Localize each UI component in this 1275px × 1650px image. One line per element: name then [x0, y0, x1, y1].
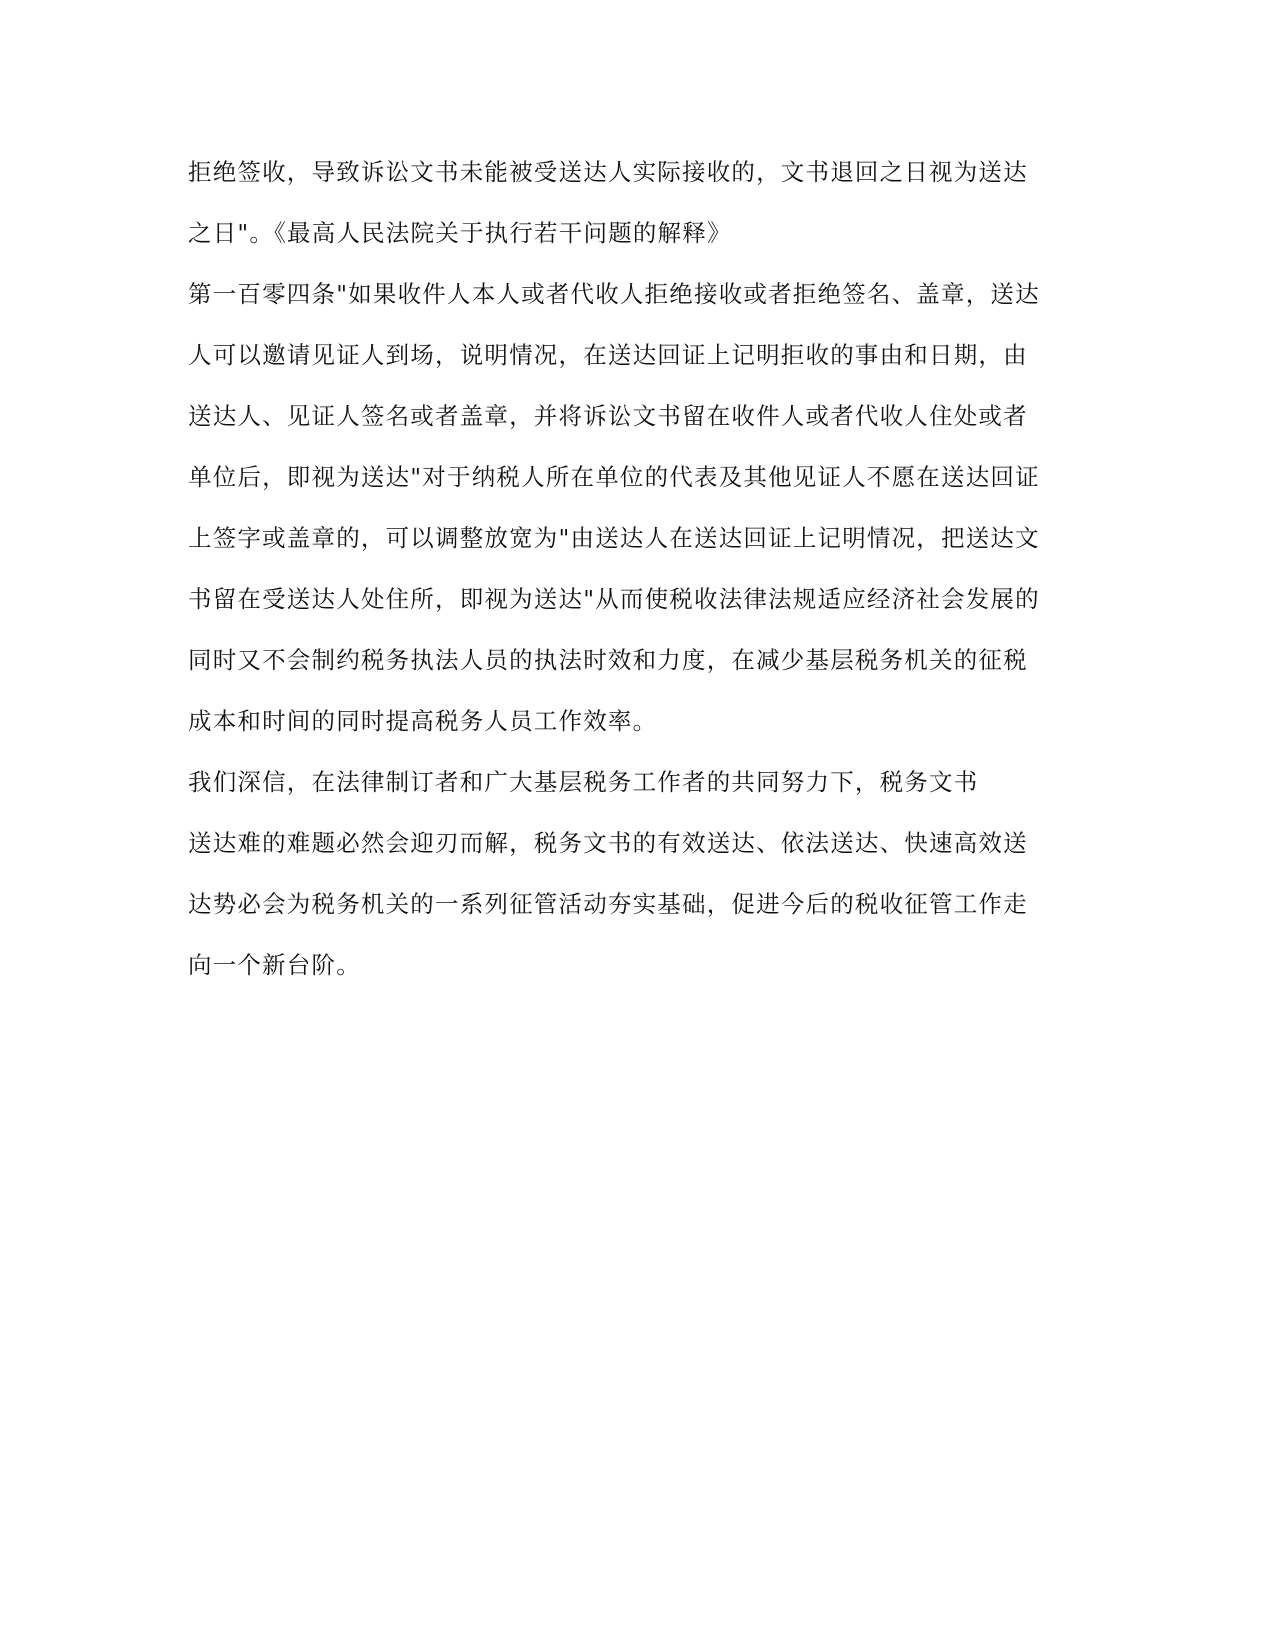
- text-line: 拒绝签收，导致诉讼文书未能被受送达人实际接收的，文书退回之日视为送达: [188, 158, 1028, 186]
- document-body: [188, 142, 1068, 996]
- text-line: 单位后，即视为送达"对于纳税人所在单位的代表及其他见证人不愿在送达回证: [188, 463, 1040, 491]
- text-line: 同时又不会制约税务执法人员的执法时效和力度，在减少基层税务机关的征税: [188, 646, 1028, 674]
- text-line: 成本和时间的同时提高税务人员工作效率。: [188, 707, 658, 735]
- text-line: 人可以邀请见证人到场，说明情况，在送达回证上记明拒收的事由和日期，由: [188, 341, 1028, 369]
- text-line: 我们深信，在法律制订者和广大基层税务工作者的共同努力下，税务文书: [188, 768, 979, 796]
- text-line: 第一百零四条"如果收件人本人或者代收人拒绝接收或者拒绝签名、盖章，送达: [188, 280, 1040, 308]
- text-line: 书留在受送达人处住所，即视为送达"从而使税收法律法规适应经济社会发展的: [188, 585, 1040, 613]
- text-line: 向一个新台阶。: [188, 951, 361, 979]
- text-line: 送达人、见证人签名或者盖章，并将诉讼文书留在收件人或者代收人住处或者: [188, 402, 1028, 430]
- text-line: 上签字或盖章的，可以调整放宽为"由送达人在送达回证上记明情况，把送达文: [188, 524, 1040, 552]
- text-line: 送达难的难题必然会迎刃而解，税务文书的有效送达、依法送达、快速高效送: [188, 829, 1028, 857]
- text-line: 之日"。《最高人民法院关于执行若干问题的解释》: [188, 219, 732, 247]
- text-line: 达势必会为税务机关的一系列征管活动夯实基础，促进今后的税收征管工作走: [188, 890, 1028, 918]
